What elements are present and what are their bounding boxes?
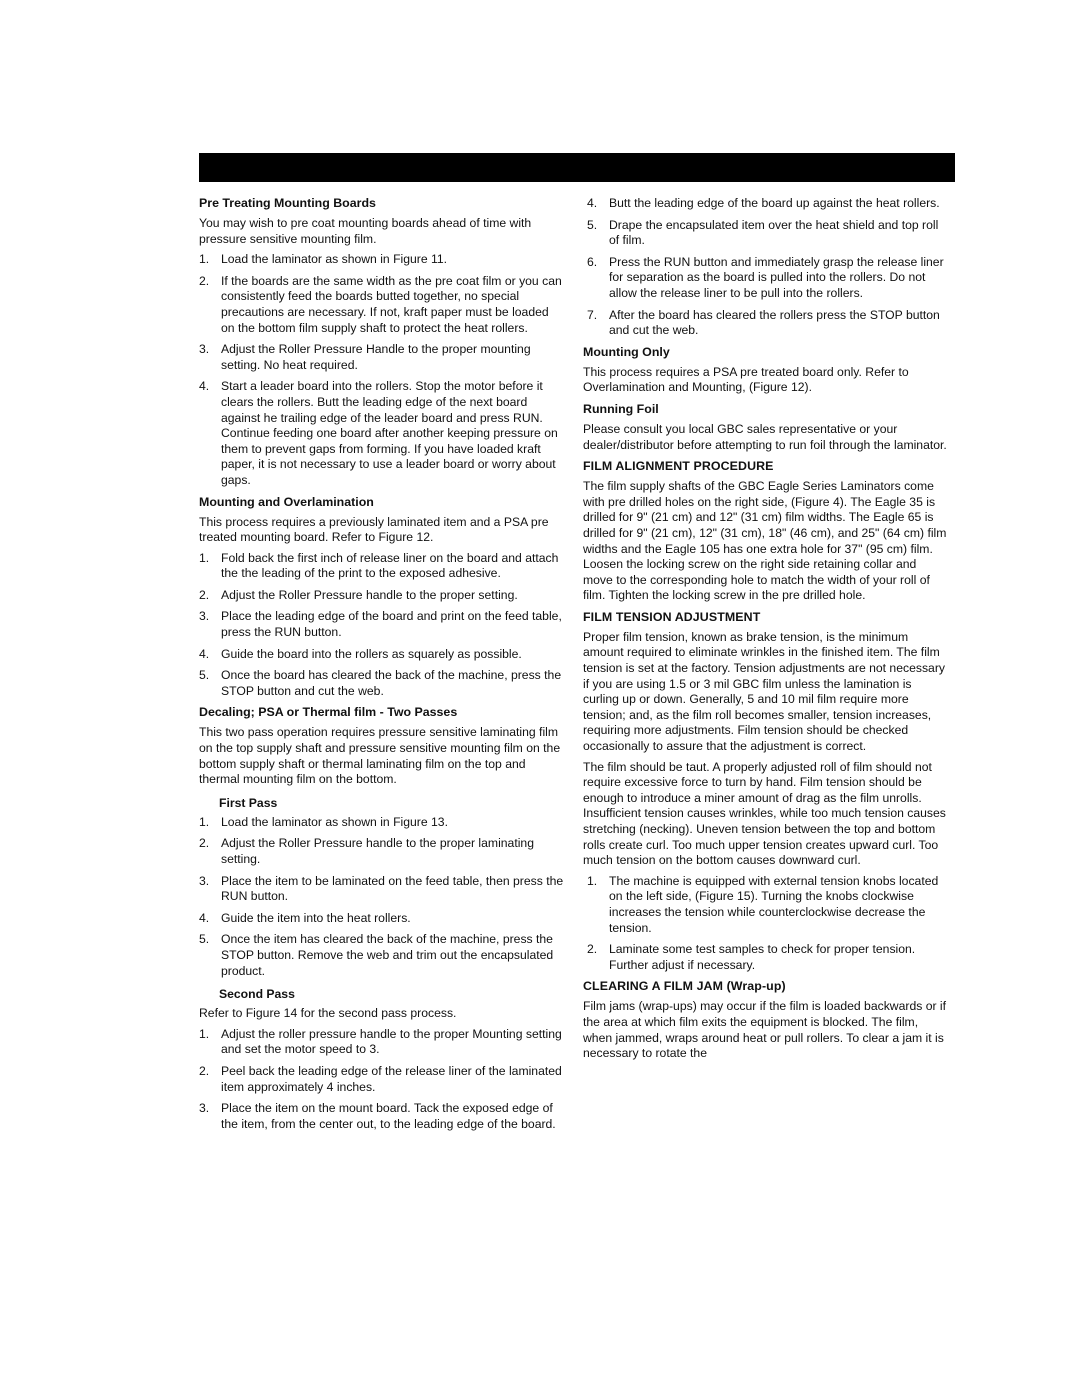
mounting-overlam-intro: This process requires a previously laminated item and a PSA pre treated mounting board. Refer to Figure 12. [199,514,549,545]
second-pass-continued-steps [583,196,949,339]
film-tension-paragraph-1: Proper film tension, known as brake tension, is the minimum amount required to eliminate wrinkles in the finished item. The film tension is set at the factory. Tension adjustments are not necessary if you are using 1.5 or 3 mil GBC film unless the lamination is curling up or down. Generally, 5 and 10 mil film require more tension; and, as the film roll becomes smaller, tension increases, requiring more adjustments. Film tension should be checked occasionally to assure that the adjustment is correct. [583,629,945,754]
list-item: 2. Peel back the leading edge of the release liner of the laminated item approximately 4 inches. [199,1063,562,1094]
decaling-intro: This two pass operation requires pressure sensitive laminating film on the top supply shaft and pressure sensitive mounting film on the bottom supply shaft or thermal laminating film on the top and thermal mounting film on the bottom. [199,725,561,787]
list-item: 3. Place the leading edge of the board and print on the feed table, press the RUN button. [199,609,562,640]
mounting-only-text: This process requires a PSA pre treated board only. Refer to Overlamination and Mounting, (Figure 12). [583,364,909,395]
list-item: 5. Drape the encapsulated item over the heat shield and top roll of film. [587,217,939,248]
pretreat-intro: You may wish to pre coat mounting boards ahead of time with pressure sensitive mounting film. [199,216,532,246]
left-column [199,196,565,1138]
second-pass-heading: Second Pass [219,987,295,1002]
second-pass-steps [199,1027,565,1133]
film-tension-steps [583,874,949,974]
list-item: 7. After the board has cleared the rollers press the STOP button and cut the web. [587,307,940,338]
list-item: 1. Load the laminator as shown in Figure 13. [199,814,448,829]
list-item: 6. Press the RUN button and immediately grasp the release liner for separation as the board is pulled into the rollers. Do not allow the release liner to be pull into the rollers. [587,254,944,300]
list-item: 1. Adjust the roller pressure handle to the proper Mounting setting and set the motor speed to 3. [199,1026,562,1057]
list-item: 5. Once the item has cleared the back of the machine, press the STOP button. Remove the web and trim out the encapsulated product. [199,932,554,978]
mounting-overlam-steps [199,551,565,700]
list-item: 2. Adjust the Roller Pressure handle to the proper laminating setting. [199,836,534,866]
pretreat-steps [199,252,565,488]
list-item: 2. Adjust the Roller Pressure handle to the proper setting. [199,587,518,602]
mounting-overlam-heading: Mounting and Overlamination [199,494,374,509]
list-item: 5. Once the board has cleared the back of the machine, press the STOP button and cut the web. [199,668,562,698]
first-pass-heading: First Pass [219,795,278,810]
list-item: 4. Guide the board into the rollers as squarely as possible. [199,646,522,661]
pretreat-heading: Pre Treating Mounting Boards [199,196,376,210]
list-item: 3. Place the item on the mount board. Tack the exposed edge of the item, from the center out, to the leading edge of the board. [199,1101,556,1131]
list-item: 3. Adjust the Roller Pressure Handle to the proper mounting setting. No heat required. [199,342,531,372]
clearing-jam-text: Film jams (wrap-ups) may occur if the film is loaded backwards or if the area at which film exits the equipment is blocked. The film, when jammed, wraps around heat or pull rollers. To clear a jam it is necessary to rotate the [583,999,947,1061]
film-tension-paragraph-2: The film should be taut. A properly adjusted roll of film should not require excessive force to turn by hand. Film tension should be enough to introduce a miner amount of drag as the film unrolls. Insufficient tension causes wrinkles, while too much tension causes stretching (necking). Uneven tension between the top and bottom rolls create curl. Too much upper tension creates upward curl. Too much tension on the bottom causes downward curl. [583,759,946,868]
running-foil-heading: Running Foil [583,401,659,416]
first-pass-steps [199,815,565,979]
running-foil-text: Please consult you local GBC sales representative or your dealer/distributor before attempting to run foil through the laminator. [583,421,947,452]
decaling-heading: Decaling; PSA or Thermal film - Two Passes [199,705,458,720]
film-alignment-heading: FILM ALIGNMENT PROCEDURE [583,459,774,474]
list-item: 2. If the boards are the same width as the pre coat film or you can consistently feed the boards butted together, no special precautions are necessary. If not, kraft paper must be loaded on the bottom film supply shaft to protect the heat rollers. [199,273,562,335]
list-item: 2. Laminate some test samples to check for proper tension. Further adjust if necessary. [587,942,916,972]
mounting-only-heading: Mounting Only [583,344,670,359]
list-item: 1. Load the laminator as shown in Figure 11. [199,252,448,267]
film-alignment-text: The film supply shafts of the GBC Eagle Series Laminators come with pre drilled holes on the right side, (Figure 4). The Eagle 35 is drilled for 9" (21 cm) and 12" (31 cm) film widths. The Eagle 65 is drilled for 9" (21 cm), 12" (31 cm), 18" (46 cm), and 25" (64 cm) film widths and the Eagle 105 has one extra hole for 37" (95 cm) film. Loosen the locking screw on the right side retaining collar and move to the corresponding hole to match the width of your roll of film. Tighten the locking screw in the pre drilled hole. [583,479,947,603]
right-column [583,196,949,1067]
film-tension-heading: FILM TENSION ADJUSTMENT [583,609,761,624]
list-item: 4. Guide the item into the heat rollers. [199,910,411,925]
second-pass-intro: Refer to Figure 14 for the second pass process. [199,1006,457,1021]
section-header-bar [199,153,955,182]
list-item: 4. Butt the leading edge of the board up against the heat rollers. [587,196,940,210]
list-item: 1. The machine is equipped with external tension knobs located on the left side, (Figure 15). Turning the knobs clockwise increases the tension while counterclockwise decrease the tension. [587,873,939,935]
list-item: 3. Place the item to be laminated on the feed table, then press the RUN button. [199,873,564,904]
list-item: 1. Fold back the first inch of release liner on the board and attach the the leading of the print to the exposed adhesive. [199,550,559,581]
clearing-jam-heading: CLEARING A FILM JAM (Wrap-up) [583,979,786,994]
list-item: 4. Start a leader board into the rollers. Stop the motor before it clears the rollers. Butt the leading edge of the next board against he trailing edge of the leader board and press RUN. Continue feeding one board after another keeping pressure on them to prevent gaps from forming. If you have loaded kraft paper, it is not necessary to use a leader board or worry about gaps. [199,379,558,487]
